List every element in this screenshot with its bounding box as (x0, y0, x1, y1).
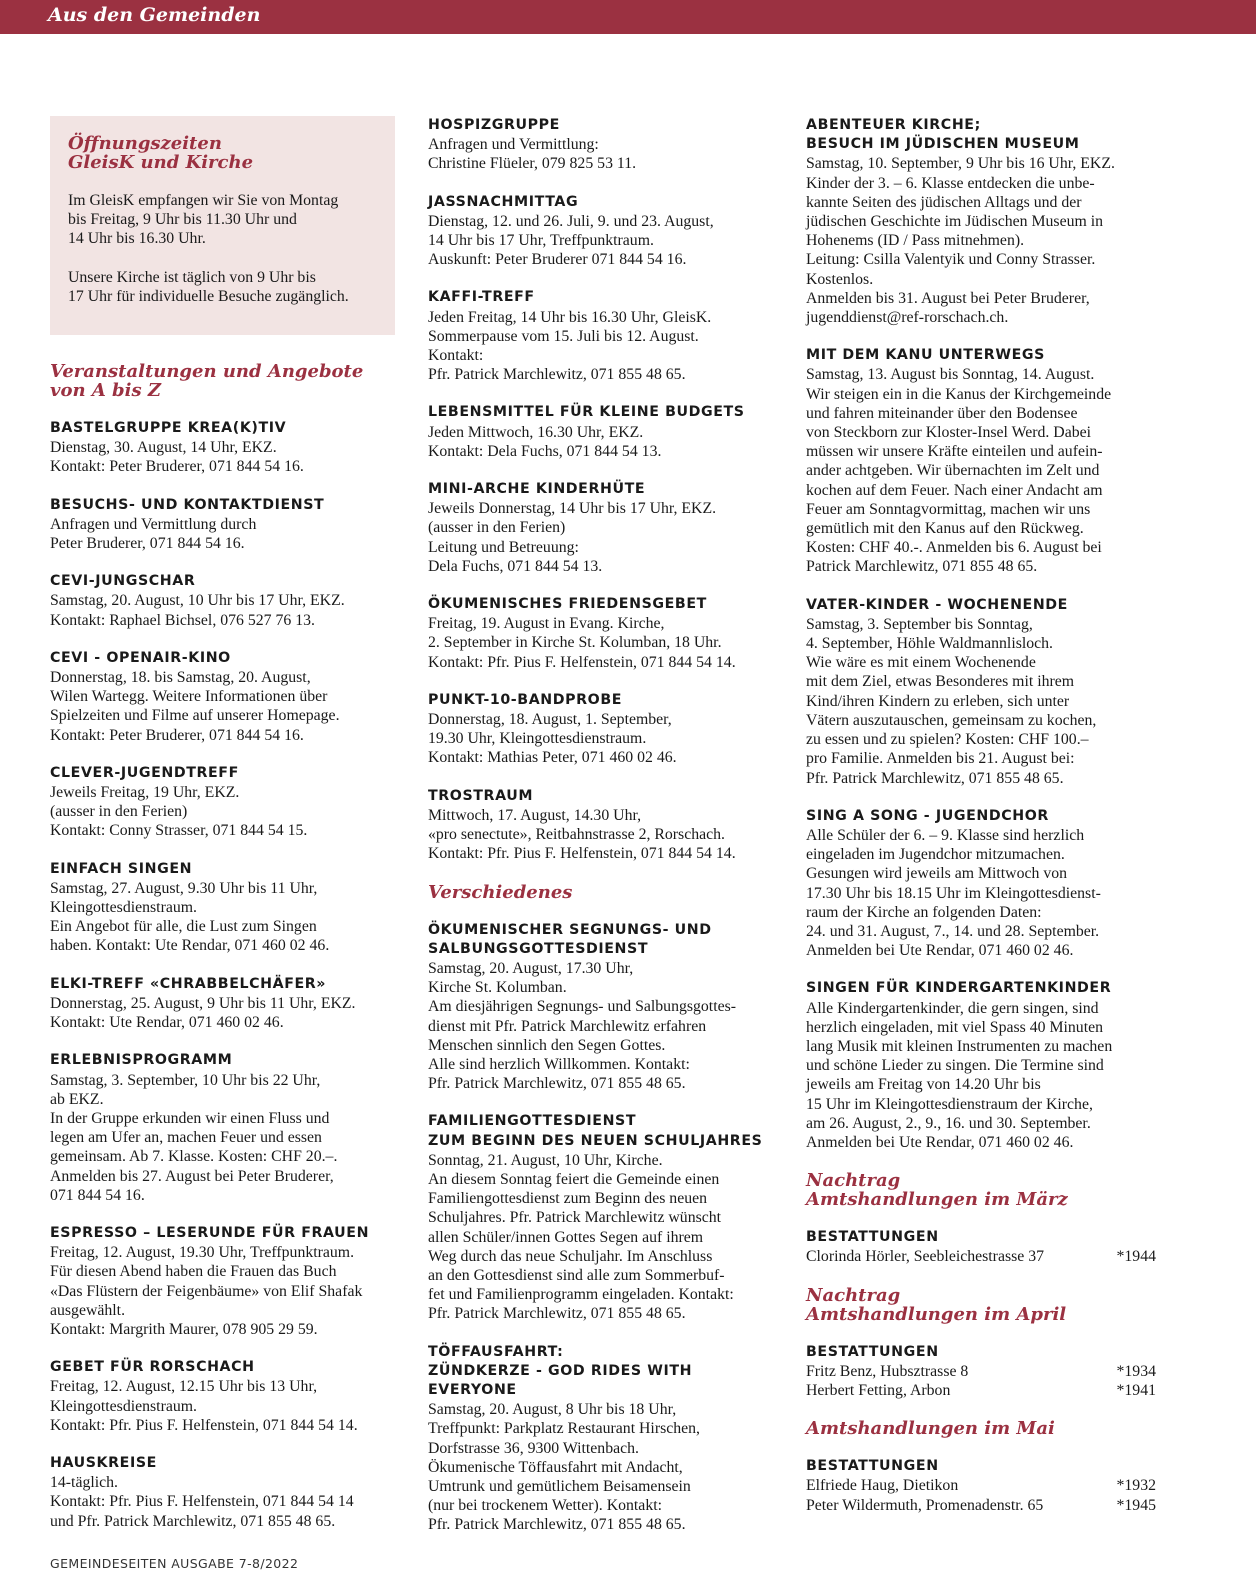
entry-text-line: 14 Uhr bis 17 Uhr, Treffpunktraum. (428, 232, 654, 250)
entry-text-line: Samstag, 13. August bis Sonntag, 14. August. (806, 366, 1095, 384)
entry-text-line: Jeweils Donnerstag, 14 Uhr bis 17 Uhr, EKZ. (428, 500, 717, 518)
entry-text-line: Am diesjährigen Segnungs- und Salbungsgottes- (428, 998, 737, 1016)
entry-text-line: Kontakt: Conny Strasser, 071 844 54 15. (50, 822, 308, 840)
box-paragraph (68, 191, 377, 249)
entry-text-line: Pfr. Patrick Marchlewitz, 071 855 48 65. (806, 769, 1064, 787)
event-entry (50, 975, 395, 1033)
entry-text-line: In der Gruppe erkunden wir einen Fluss und (50, 1109, 330, 1127)
entry-text-line: Kostenlos. (806, 270, 874, 288)
entry-text-line: Pfr. Patrick Marchlewitz, 071 855 48 65. (428, 366, 686, 384)
event-entry (428, 116, 778, 174)
entry-text-line: Anfragen und Vermittlung: (428, 136, 599, 154)
entry-text-line: Für diesen Abend haben die Frauen das Buch (50, 1263, 337, 1281)
entry-title: BESTATTUNGEN (806, 1343, 939, 1360)
entry-text-line: Pfr. Patrick Marchlewitz, 071 855 48 65. (428, 1516, 686, 1534)
entry-text-line: haben. Kontakt: Ute Rendar, 071 460 02 46. (50, 937, 330, 955)
section-heading (428, 883, 778, 902)
entry-text-line: Anmelden bis 31. August bei Peter Bruderer, (806, 289, 1090, 307)
box-heading-line: GleisK und Kirche (68, 152, 254, 173)
section-heading-line: Amtshandlungen im April (806, 1303, 1067, 1325)
entry-title: CEVI - OPENAIR-KINO (50, 649, 231, 666)
entry-text-line: Gesungen wird jeweils am Mittwoch von (806, 865, 1068, 883)
entry-text-line: eingeladen im Jugendchor mitzumachen. (806, 846, 1065, 864)
entry-text-line: 4. September, Höhle Waldmannlisloch. (806, 635, 1053, 653)
section-banner (0, 0, 1256, 34)
entry-title: BESUCHS- UND KONTAKTDIENST (50, 496, 325, 513)
section-heading-line: Veranstaltungen und Angebote (50, 361, 364, 383)
burial-record (806, 1476, 1156, 1495)
event-entry (806, 346, 1156, 576)
box-text-line: 17 Uhr für individuelle Besuche zugänglich. (68, 287, 349, 305)
entry-text-line: Dela Fuchs, 071 844 54 13. (428, 557, 603, 575)
entry-text-line: müssen wir unsere Kräfte einteilen und aufein- (806, 443, 1103, 461)
entry-title: CLEVER-JUGENDTREFF (50, 764, 239, 781)
entry-text-line: Kind/ihren Kindern zu erleben, sich unter (806, 692, 1070, 710)
entry-text-line: an den Gottesdienst sind alle zum Sommerbuf- (428, 1266, 725, 1284)
entry-text-line: 24. und 31. August, 7., 14. und 28. September. (806, 922, 1100, 940)
entry-text-line: 15 Uhr im Kleingottesdienstraum der Kirche, (806, 1095, 1093, 1113)
section-heading (806, 1171, 1156, 1209)
entry-text-line: Kontakt: Raphael Bichsel, 076 527 76 13. (50, 611, 315, 629)
entry-text-line: «Das Flüstern der Feigenbäume» von Elif Shafak (50, 1282, 363, 1300)
event-entry (428, 288, 778, 384)
entry-text-line: Samstag, 10. September, 9 Uhr bis 16 Uhr, EKZ. (806, 155, 1115, 173)
section-title: Aus den Gemeinden (48, 4, 261, 26)
entry-text-line: jüdischen Geschichte im Jüdischen Museum in (806, 213, 1104, 231)
birth-year: *1944 (1116, 1248, 1156, 1266)
entry-text-line: raum der Kirche an folgenden Daten: (806, 903, 1042, 921)
entry-text-line: Kontakt: Pfr. Pius F. Helfenstein, 071 844 54 14 (50, 1493, 354, 1511)
entry-text-line: Auskunft: Peter Bruderer 071 844 54 16. (428, 251, 687, 269)
entry-text-line: 14-täglich. (50, 1474, 118, 1492)
entry-text-line: fet und Familienprogramm eingeladen. Kontakt: (428, 1286, 734, 1304)
entry-text-line: am 26. August, 2., 9., 16. und 30. September. (806, 1114, 1091, 1132)
entry-text-line: pro Familie. Anmelden bis 21. August bei: (806, 750, 1075, 768)
section-heading (806, 1419, 1156, 1438)
burial-name: Elfriede Haug, Dietikon (806, 1477, 959, 1495)
entry-title: ELKI-TREFF «CHRABBELCHÄFER» (50, 975, 327, 992)
entry-title: BESTATTUNGEN (806, 1458, 939, 1475)
entry-text-line: Dorfstrasse 36, 9300 Wittenbach. (428, 1439, 639, 1457)
entry-text-line: mit dem Ziel, etwas Besonderes mit ihrem (806, 673, 1075, 691)
entry-text-line: Kinder der 3. – 6. Klasse entdecken die unbe- (806, 174, 1095, 192)
event-entry (50, 496, 395, 554)
box-text-line: Im GleisK empfangen wir Sie von Montag (68, 192, 339, 209)
section-heading (50, 362, 395, 400)
entry-title: SALBUNGSGOTTESDIENST (428, 940, 649, 957)
opening-hours-box (50, 116, 395, 335)
birth-year: *1941 (1116, 1381, 1156, 1399)
entry-text-line: Peter Bruderer, 071 844 54 16. (50, 535, 245, 553)
event-entry (428, 1112, 778, 1323)
box-paragraph (68, 268, 377, 306)
burial-name: Peter Wildermuth, Promenadenstr. 65 (806, 1496, 1044, 1514)
event-entry (806, 807, 1156, 961)
entry-text-line: von Steckborn zur Kloster-Insel Werd. Dabei (806, 424, 1092, 442)
entry-text-line: ab EKZ. (50, 1090, 104, 1108)
entry-text-line: legen am Ufer an, machen Feuer und essen (50, 1129, 322, 1147)
column-2 (428, 116, 778, 1554)
entry-text-line: Alle Schüler der 6. – 9. Klasse sind herzlich (806, 826, 1085, 844)
event-entry (50, 860, 395, 956)
entry-text-line: Weg durch das neue Schuljahr. Im Anschluss (428, 1247, 713, 1265)
entry-text-line: Kleingottesdienstraum. (50, 1397, 197, 1415)
entry-text-line: Ökumenische Töffausfahrt mit Andacht, (428, 1458, 683, 1476)
event-entry (50, 1454, 395, 1531)
entry-title: VATER-KINDER - WOCHENENDE (806, 596, 1068, 613)
entry-text-line: 19.30 Uhr, Kleingottesdienstraum. (428, 730, 647, 748)
entry-title: ÖKUMENISCHES FRIEDENSGEBET (428, 596, 707, 613)
entry-text-line: Pfr. Patrick Marchlewitz, 071 855 48 65. (428, 1075, 686, 1093)
entry-text-line: Familiengottesdienst zum Beginn des neuen (428, 1190, 708, 1208)
entry-text-line: Samstag, 3. September bis Sonntag, (806, 615, 1033, 633)
entry-title: SINGEN FÜR KINDERGARTENKINDER (806, 980, 1112, 997)
birth-year: *1945 (1116, 1496, 1156, 1514)
entry-title: HOSPIZGRUPPE (428, 117, 560, 133)
entry-text-line: herzlich eingeladen, mit viel Spass 40 Minuten (806, 1018, 1104, 1036)
entry-text-line: Samstag, 20. August, 8 Uhr bis 18 Uhr, (428, 1401, 677, 1419)
entry-text-line: Kontakt: Pfr. Pius F. Helfenstein, 071 844 54 14. (428, 653, 736, 671)
entry-text-line: Patrick Marchlewitz, 071 855 48 65. (806, 558, 1038, 576)
event-entry (428, 480, 778, 576)
entry-text-line: kochen auf dem Feuer. Nach einer Andacht am (806, 481, 1103, 499)
entry-text-line: Christine Flüeler, 079 825 53 11. (428, 155, 637, 173)
entry-title: TROSTRAUM (428, 787, 534, 804)
entry-text-line: Vätern auszutauschen, gemeinsam zu kochen, (806, 711, 1097, 729)
entry-text-line: Kleingottesdienstraum. (50, 899, 197, 917)
entry-text-line: Treffpunkt: Parkplatz Restaurant Hirschen, (428, 1420, 701, 1438)
entry-text-line: 2. September in Kirche St. Kolumban, 18 Uhr. (428, 634, 722, 652)
entry-text-line: jugenddienst@ref-rorschach.ch. (806, 309, 1009, 327)
event-entry (806, 1228, 1156, 1266)
entry-text-line: (ausser in den Ferien) (428, 519, 566, 537)
event-entry (50, 1051, 395, 1205)
entry-text-line: gemütlich mit den Kanus auf den Rückweg. (806, 520, 1084, 538)
entry-text-line: Umtrunk und gemütlichem Beisamensein (428, 1477, 691, 1495)
entry-text-line: Dienstag, 12. und 26. Juli, 9. und 23. August, (428, 212, 714, 230)
section-heading-line: Amtshandlungen im März (806, 1189, 1068, 1211)
entry-text-line: Hohenems (ID / Pass mitnehmen). (806, 232, 1025, 250)
entry-text-line: Alle sind herzlich Willkommen. Kontakt: (428, 1055, 690, 1073)
entry-text-line: (nur bei trockenem Wetter). Kontakt: (428, 1497, 662, 1515)
entry-text-line: Kosten: CHF 40.-. Anmelden bis 6. August bei (806, 539, 1102, 557)
event-entry (428, 403, 778, 461)
entry-title: BASTELGRUPPE KREA(K)TIV (50, 420, 287, 437)
entry-title: BESTATTUNGEN (806, 1229, 939, 1246)
entry-text-line: Dienstag, 30. August, 14 Uhr, EKZ. (50, 439, 277, 457)
event-entry (428, 691, 778, 768)
section-heading (806, 1286, 1156, 1324)
event-entry (428, 193, 778, 270)
entry-text-line: An diesem Sonntag feiert die Gemeinde einen (428, 1170, 720, 1188)
event-entry (428, 921, 778, 1094)
column-1 (50, 116, 395, 1550)
burial-record (806, 1496, 1156, 1515)
entry-text-line: Schuljahres. Pfr. Patrick Marchlewitz wünscht (428, 1209, 722, 1227)
box-text-line: 14 Uhr bis 16.30 Uhr. (68, 230, 206, 248)
entry-title: HAUSKREISE (50, 1454, 157, 1471)
section-heading-line: Amtshandlungen im Mai (806, 1418, 1055, 1440)
burial-record (806, 1362, 1156, 1381)
event-entry (806, 596, 1156, 788)
entry-text-line: Wie wäre es mit einem Wochenende (806, 654, 1036, 672)
entry-title: ÖKUMENISCHER SEGNUNGS- UND (428, 921, 712, 938)
entry-text-line: Sonntag, 21. August, 10 Uhr, Kirche. (428, 1151, 663, 1169)
entry-text-line: (ausser in den Ferien) (50, 803, 188, 821)
burial-name: Fritz Benz, Hubsztrasse 8 (806, 1362, 969, 1380)
entry-text-line: Freitag, 19. August in Evang. Kirche, (428, 615, 665, 633)
entry-text-line: Kontakt: Dela Fuchs, 071 844 54 13. (428, 442, 662, 460)
entry-title: KAFFI-TREFF (428, 289, 535, 306)
entry-text-line: Jeweils Freitag, 19 Uhr, EKZ. (50, 784, 240, 802)
entry-text-line: Anfragen und Vermittlung durch (50, 515, 257, 533)
entry-text-line: Leitung: Csilla Valentyik und Conny Strasser. (806, 251, 1096, 269)
event-entry (806, 116, 1156, 327)
event-entry (50, 572, 395, 630)
entry-text-line: Menschen sinnlich den Segen Gottes. (428, 1036, 666, 1054)
entry-text-line: Anmelden bis 27. August bei Peter Bruderer, (50, 1167, 334, 1185)
entry-text-line: und fahren miteinander über den Bodensee (806, 404, 1078, 422)
event-entry (50, 1224, 395, 1339)
entry-text-line: Samstag, 20. August, 17.30 Uhr, (428, 959, 634, 977)
burial-record (806, 1381, 1156, 1400)
section-heading-line: Nachtrag (806, 1284, 901, 1306)
event-entry (50, 1358, 395, 1435)
event-entry (806, 979, 1156, 1152)
burial-record (806, 1247, 1156, 1266)
event-entry (428, 1343, 778, 1535)
entry-text-line: 071 844 54 16. (50, 1186, 145, 1204)
event-entry (806, 1457, 1156, 1515)
box-text-line: bis Freitag, 9 Uhr bis 11.30 Uhr und (68, 211, 297, 229)
entry-text-line: lang Musik mit kleinen Instrumenten zu machen (806, 1037, 1113, 1055)
column-3 (806, 116, 1156, 1534)
box-heading-line: Öffnungszeiten (68, 133, 222, 154)
entry-text-line: Samstag, 27. August, 9.30 Uhr bis 11 Uhr, (50, 879, 318, 897)
entry-title: TÖFFAUSFAHRT: (428, 1343, 564, 1360)
entry-text-line: Wilen Wartegg. Weitere Informationen über (50, 688, 328, 706)
entry-text-line: Jeden Freitag, 14 Uhr bis 16.30 Uhr, GleisK. (428, 308, 712, 326)
entry-title: BESUCH IM JÜDISCHEN MUSEUM (806, 136, 1080, 153)
entry-text-line: jeweils am Freitag von 14.20 Uhr bis (806, 1076, 1041, 1094)
entry-text-line: Kirche St. Kolumban. (428, 979, 567, 997)
entry-text-line: Donnerstag, 25. August, 9 Uhr bis 11 Uhr, EKZ. (50, 994, 356, 1012)
entry-text-line: Samstag, 3. September, 10 Uhr bis 22 Uhr, (50, 1071, 321, 1089)
burial-name: Clorinda Hörler, Seebleichestrasse 37 (806, 1248, 1045, 1266)
entry-text-line: Kontakt: Pfr. Pius F. Helfenstein, 071 844 54 14. (428, 845, 736, 863)
event-entry (50, 649, 395, 745)
entry-title: JASSNACHMITTAG (428, 193, 579, 210)
entry-text-line: Feuer am Sonntagvormittag, machen wir uns (806, 500, 1091, 518)
entry-text-line: Kontakt: Peter Bruderer, 071 844 54 16. (50, 458, 304, 476)
entry-text-line: Spielzeiten und Filme auf unserer Homepage. (50, 707, 340, 725)
entry-title: PUNKT-10-BANDPROBE (428, 691, 623, 708)
entry-text-line: Jeden Mittwoch, 16.30 Uhr, EKZ. (428, 423, 644, 441)
box-heading (68, 134, 377, 172)
entry-text-line: Anmelden bei Ute Rendar, 071 460 02 46. (806, 1133, 1074, 1151)
entry-text-line: Leitung und Betreuung: (428, 538, 579, 556)
entry-text-line: Donnerstag, 18. August, 1. September, (428, 711, 672, 729)
entry-text-line: Freitag, 12. August, 12.15 Uhr bis 13 Uhr, (50, 1378, 318, 1396)
entry-title: FAMILIENGOTTESDIENST (428, 1113, 637, 1130)
entry-text-line: Kontakt: Ute Rendar, 071 460 02 46. (50, 1014, 284, 1032)
section-heading-line: Nachtrag (806, 1170, 901, 1192)
entry-text-line: Kontakt: Peter Bruderer, 071 844 54 16. (50, 726, 304, 744)
entry-text-line: Sommerpause vom 15. Juli bis 12. August. (428, 327, 699, 345)
event-entry (50, 764, 395, 841)
entry-text-line: Kontakt: Mathias Peter, 071 460 02 46. (428, 749, 677, 767)
entry-text-line: Mittwoch, 17. August, 14.30 Uhr, (428, 806, 642, 824)
burial-name: Herbert Fetting, Arbon (806, 1381, 951, 1399)
box-text-line: Unsere Kirche ist täglich von 9 Uhr bis (68, 268, 316, 286)
entry-title: MIT DEM KANU UNTERWEGS (806, 347, 1045, 364)
entry-title: ZUM BEGINN DES NEUEN SCHULJAHRES (428, 1132, 763, 1149)
entry-text-line: dienst mit Pfr. Patrick Marchlewitz erfahren (428, 1017, 707, 1035)
entry-text-line: Samstag, 20. August, 10 Uhr bis 17 Uhr, EKZ. (50, 592, 345, 610)
entry-title: CEVI-JUNGSCHAR (50, 573, 196, 590)
event-entry (806, 1343, 1156, 1401)
entry-title: ERLEBNISPROGRAMM (50, 1052, 233, 1069)
event-entry (428, 787, 778, 864)
page-footer: GEMEINDESEITEN AUSGABE 7-8/2022 (50, 1556, 299, 1571)
entry-text-line: Kontakt: Margrith Maurer, 078 905 29 59. (50, 1320, 318, 1338)
entry-text-line: allen Schüler/innen Gottes Segen auf ihrem (428, 1228, 704, 1246)
entry-text-line: Ein Angebot für alle, die Lust zum Singen (50, 918, 317, 936)
entry-title: GEBET FÜR RORSCHACH (50, 1359, 255, 1376)
entry-text-line: Pfr. Patrick Marchlewitz, 071 855 48 65. (428, 1305, 686, 1323)
birth-year: *1934 (1116, 1362, 1156, 1380)
section-heading-line: Verschiedenes (428, 881, 573, 903)
birth-year: *1932 (1116, 1477, 1156, 1495)
entry-title: ESPRESSO – LESERUNDE FÜR FRAUEN (50, 1224, 370, 1241)
entry-text-line: ander achtgeben. Wir übernachten im Zelt und (806, 462, 1100, 480)
entry-text-line: Kontakt: (428, 347, 484, 365)
entry-text-line: gemeinsam. Ab 7. Klasse. Kosten: CHF 20.–. (50, 1148, 338, 1166)
entry-text-line: kannte Seiten des jüdischen Alltags und der (806, 193, 1082, 211)
entry-title: ZÜNDKERZE - GOD RIDES WITH EVERYONE (428, 1362, 693, 1398)
entry-text-line: Wir steigen ein in die Kanus der Kirchgemeinde (806, 385, 1112, 403)
entry-text-line: und Pfr. Patrick Marchlewitz, 071 855 48 65. (50, 1512, 336, 1530)
entry-text-line: Anmelden bei Ute Rendar, 071 460 02 46. (806, 942, 1074, 960)
entry-text-line: und schöne Lieder zu singen. Die Termine sind (806, 1057, 1104, 1075)
entry-text-line: Donnerstag, 18. bis Samstag, 20. August, (50, 669, 311, 687)
entry-title: LEBENSMITTEL FÜR KLEINE BUDGETS (428, 404, 745, 421)
entry-text-line: 17.30 Uhr bis 18.15 Uhr im Kleingottesdienst- (806, 884, 1101, 902)
section-heading-line: von A bis Z (50, 380, 162, 402)
event-entry (50, 419, 395, 477)
entry-title: SING A SONG - JUGENDCHOR (806, 807, 1049, 824)
entry-text-line: Alle Kindergartenkinder, die gern singen, sind (806, 999, 1099, 1017)
entry-text-line: zu essen und zu spielen? Kosten: CHF 100.– (806, 731, 1089, 749)
entry-text-line: ausgewählt. (50, 1301, 126, 1319)
entry-text-line: Kontakt: Pfr. Pius F. Helfenstein, 071 844 54 14. (50, 1416, 358, 1434)
entry-text-line: «pro senectute», Reitbahnstrasse 2, Rorschach. (428, 826, 725, 844)
entry-title: ABENTEUER KIRCHE; (806, 117, 981, 133)
event-entry (428, 595, 778, 672)
entry-text-line: Freitag, 12. August, 19.30 Uhr, Treffpunktraum. (50, 1244, 355, 1262)
entry-title: MINI-ARCHE KINDERHÜTE (428, 481, 646, 498)
entry-title: EINFACH SINGEN (50, 860, 193, 877)
